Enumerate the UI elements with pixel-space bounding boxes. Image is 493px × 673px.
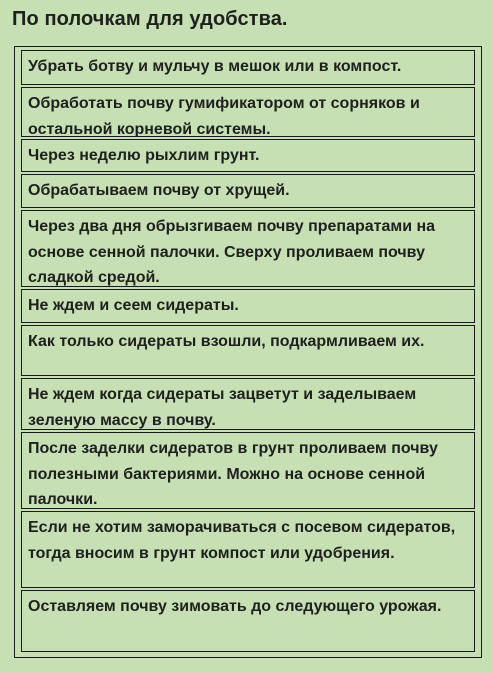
step-row-5: Через два дня обрызгиваем почву препаратами на основе сенной палочки. Сверху проливаем почву сладкой средой. [21, 210, 475, 287]
step-row-11: Оставляем почву зимовать до следующего урожая. [21, 590, 475, 652]
step-row-3: Через неделю рыхлим грунт. [21, 139, 475, 172]
step-row-4: Обрабатываем почву от хрущей. [21, 174, 475, 208]
page-title: По полочкам для удобства. [12, 8, 288, 30]
step-row-9: После заделки сидератов в грунт проливаем почву полезными бактериями. Можно на основе сенной палочки. [21, 432, 475, 509]
step-row-8: Не ждем когда сидераты зацветут и заделываем зеленую массу в почву. [21, 378, 475, 430]
step-row-7: Как только сидераты взошли, подкармливаем их. [21, 325, 475, 376]
step-row-6: Не ждем и сеем сидераты. [21, 289, 475, 323]
step-row-2: Обработать почву гумификатором от сорняков и остальной корневой системы. [21, 87, 475, 137]
step-row-1: Убрать ботву и мульчу в мешок или в компост. [21, 50, 475, 85]
step-row-10: Если не хотим заморачиваться с посевом сидератов, тогда вносим в грунт компост или удобрения. [21, 511, 475, 588]
steps-table [14, 46, 482, 658]
